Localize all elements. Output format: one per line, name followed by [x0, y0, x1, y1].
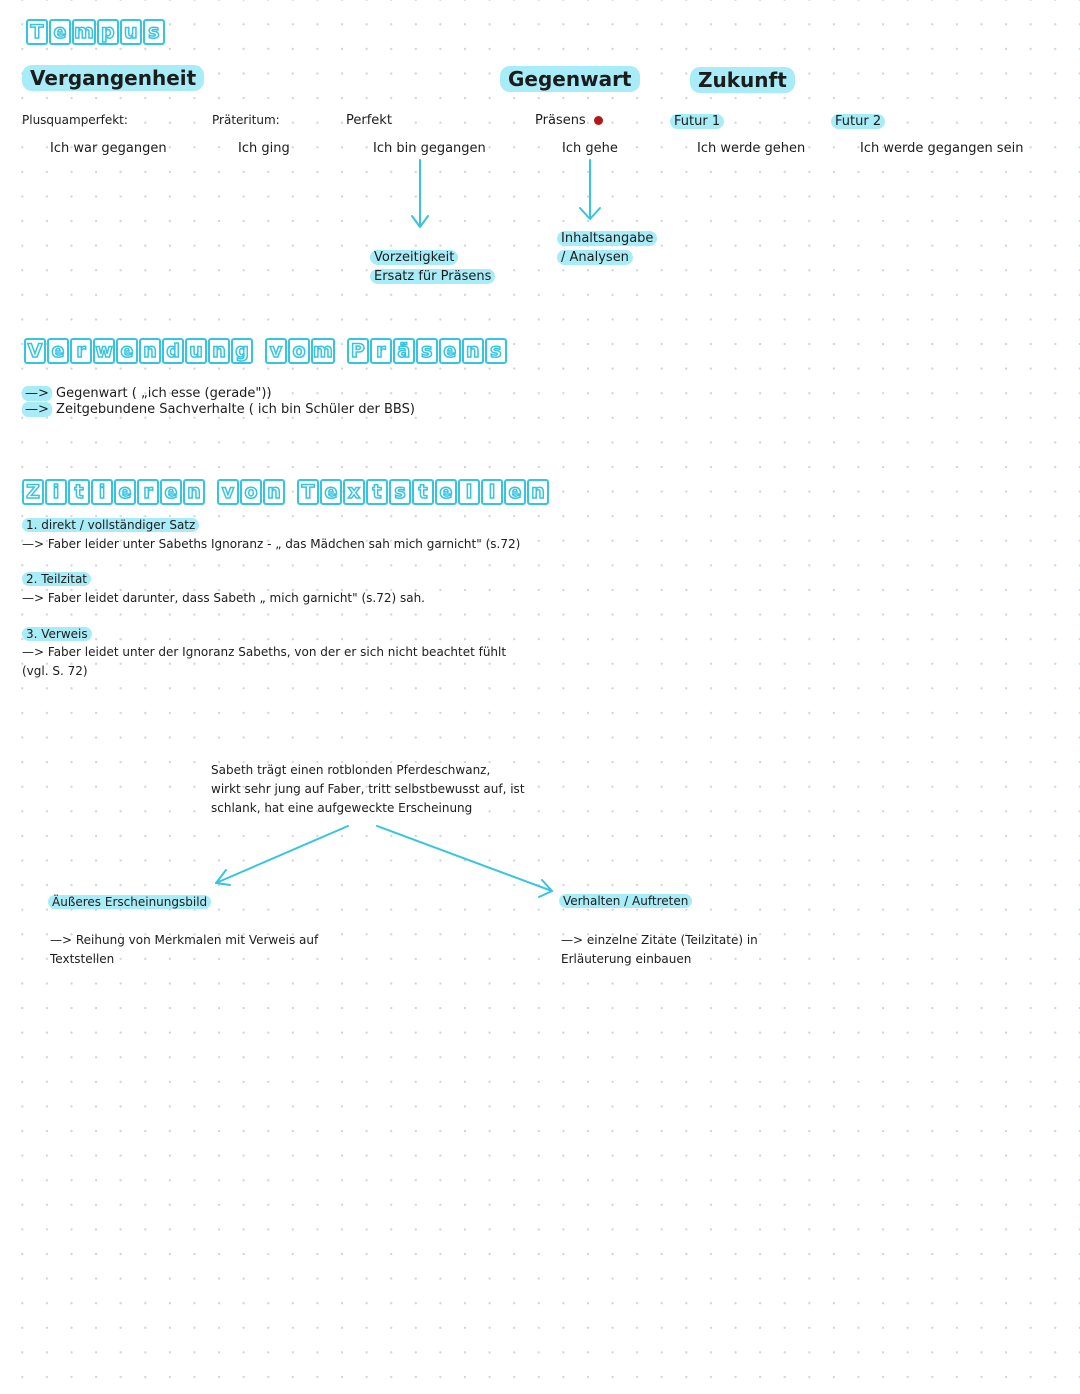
zitat-verweis-source: (vgl. S. 72) [22, 664, 88, 678]
title-letter: e [435, 479, 457, 505]
title-letter: o [288, 338, 310, 364]
title-letter: T [26, 19, 48, 45]
title-letter: r [70, 338, 92, 364]
title-letter: m [313, 340, 333, 362]
title-letter: s [389, 479, 411, 505]
arrow-down-perfekt-icon [412, 160, 428, 227]
example-praesens: Ich gehe [562, 141, 618, 156]
title-letter: T [297, 479, 319, 505]
praesens-note: Inhaltsangabe / Analysen [557, 229, 657, 267]
title-letter: e [504, 479, 526, 505]
title-letter: e [160, 479, 182, 505]
title-letter: l [481, 479, 503, 505]
title-letter: d [162, 338, 184, 364]
tense-futur2: Futur 2 [831, 114, 885, 129]
title-letter: n [139, 338, 161, 364]
mindmap-center: Sabeth trägt einen rotblonden Pferdeschwanz, wirkt sehr jung auf Faber, tritt selbstbewusst auf, ist schlank, hat eine aufgeweckte Erscheinung [211, 763, 525, 815]
title-letter: r [370, 338, 392, 364]
zitat-teil-heading: 2. Teilzitat [22, 572, 91, 586]
zitat-verweis-text: —> Faber leidet unter der Ignoranz Sabeths, von der er sich nicht beachtet fühlt [22, 645, 507, 659]
heading-gegenwart: Gegenwart [500, 67, 640, 91]
mindmap-right-text: —> einzelne Zitate (Teilzitate) in Erläuterung einbauen [561, 933, 758, 966]
arrow-left-branch-icon [216, 826, 348, 885]
title-letter: e [49, 19, 71, 45]
title-letter: Z [22, 479, 44, 505]
title-letter: n [527, 479, 549, 505]
title-letter: e [116, 338, 138, 364]
title-letter: t [412, 479, 434, 505]
example-perfekt: Ich bin gegangen [373, 141, 486, 156]
title-letter: x [343, 479, 365, 505]
title-letter: e [114, 479, 136, 505]
title-letter: v [217, 479, 239, 505]
title-letter: n [183, 479, 205, 505]
example-futur1: Ich werde gehen [697, 141, 806, 156]
title-letter: n [462, 338, 484, 364]
title-letter: s [485, 338, 507, 364]
arrow-right-branch-icon [377, 826, 552, 897]
title-letter: e [47, 338, 69, 364]
example-plusquamperfekt: Ich war gegangen [50, 141, 167, 156]
title-letter: i [91, 479, 113, 505]
title-letter: e [439, 338, 461, 364]
title-letter: u [185, 338, 207, 364]
zitat-teil-text: —> Faber leidet darunter, dass Sabeth „ mich garnicht" (s.72) sah. [22, 591, 425, 605]
mindmap-left-heading: Äußeres Erscheinungsbild [48, 895, 211, 909]
title-letter: i [45, 479, 67, 505]
title-letter: n [208, 338, 230, 364]
zitat-direkt-heading: 1. direkt / vollständiger Satz [22, 518, 199, 532]
perfekt-note: Vorzeitigkeit Ersatz für Präsens [370, 248, 495, 286]
zitat-verweis-heading: 3. Verweis [22, 627, 92, 641]
zitat-direkt-text: —> Faber leider unter Sabeths Ignoranz - „ das Mädchen sah mich garnicht" (s.72) [22, 537, 521, 551]
title-letter: t [68, 479, 90, 505]
title-letter: n [263, 479, 285, 505]
tense-praesens: Präsens [535, 113, 603, 128]
mindmap-left-text: —> Reihung von Merkmalen mit Verweis auf Textstellen [50, 933, 319, 966]
example-praeteritum: Ich ging [238, 141, 290, 156]
verwendung-item-2: —> Zeitgebundene Sachverhalte ( ich bin Schüler der BBS) [22, 402, 415, 417]
title-letter: P [347, 338, 369, 364]
tense-perfekt: Perfekt [346, 113, 392, 128]
heading-zukunft: Zukunft [690, 68, 795, 92]
title-letter: e [320, 479, 342, 505]
title-letter: s [416, 338, 438, 364]
title-letter: w [93, 338, 115, 364]
title-letter: V [24, 338, 46, 364]
title-letter: ä [393, 338, 415, 364]
title-letter: g [231, 338, 253, 364]
mindmap-right-heading: Verhalten / Auftreten [559, 894, 692, 908]
title-letter: l [458, 479, 480, 505]
title-letter: m [74, 21, 94, 43]
heading-vergangenheit: Vergangenheit [22, 66, 204, 90]
title-letter: t [366, 479, 388, 505]
title-letter: r [137, 479, 159, 505]
tense-futur1: Futur 1 [670, 114, 724, 129]
tense-plusquamperfekt: Plusquamperfekt: [22, 113, 128, 127]
title-letter: v [265, 338, 287, 364]
arrow-down-praesens-icon [580, 160, 600, 219]
title-letter: u [120, 19, 142, 45]
title-letter: o [240, 479, 262, 505]
example-futur2: Ich werde gegangen sein [860, 141, 1024, 156]
tense-praeteritum: Präteritum: [212, 113, 280, 127]
title-letter: s [143, 19, 165, 45]
title-letter: p [97, 19, 119, 45]
verwendung-item-1: —> Gegenwart ( „ich esse (gerade")) [22, 386, 272, 401]
